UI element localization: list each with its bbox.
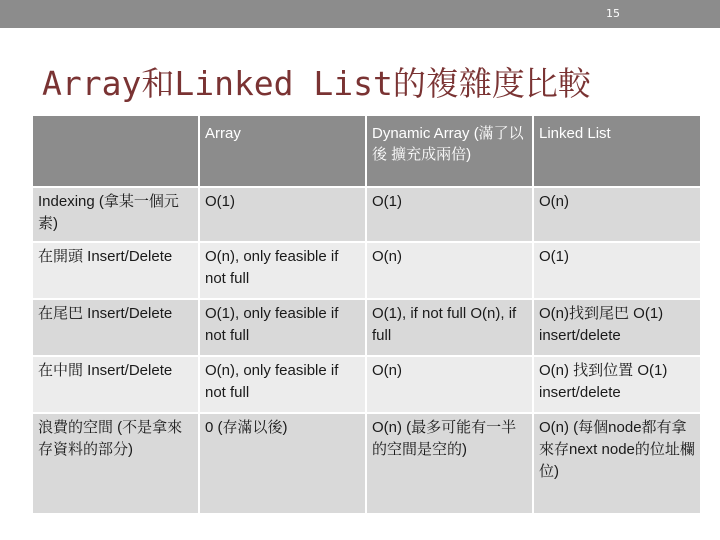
header-cell-array: Array [199,115,366,187]
header-cell-linked-list: Linked List [533,115,701,187]
array-cell: O(n), only feasible if not full [199,242,366,299]
linked-list-cell: O(n) [533,187,701,242]
linked-list-cell: O(n)找到尾巴 O(1) insert/delete [533,299,701,356]
top-bar [0,0,720,28]
dynamic-array-cell: O(n) [366,356,533,413]
array-cell: O(1), only feasible if not full [199,299,366,356]
row-label-cell: 在中間 Insert/Delete [32,356,199,413]
array-cell: O(1) [199,187,366,242]
table-row [32,242,701,299]
page-title: Array和Linked List的複雜度比較 [42,64,591,103]
linked-list-cell: O(n) (每個node都有拿來存next node的位址欄位) [533,413,701,514]
array-cell: 0 (存滿以後) [199,413,366,514]
table-row [32,413,701,514]
table-row [32,299,701,356]
page-number: 15 [606,7,620,20]
table-row [32,187,701,242]
header-cell-corner [32,115,199,187]
row-label-cell: 在開頭 Insert/Delete [32,242,199,299]
row-label-cell: Indexing (拿某一個元素) [32,187,199,242]
dynamic-array-cell: O(n) (最多可能有一半的空間是空的) [366,413,533,514]
array-cell: O(n), only feasible if not full [199,356,366,413]
linked-list-cell: O(1) [533,242,701,299]
dynamic-array-cell: O(n) [366,242,533,299]
dynamic-array-cell: O(1), if not full O(n), if full [366,299,533,356]
row-label-cell: 浪費的空間 (不是拿來存資料的部分) [32,413,199,514]
table-row [32,356,701,413]
linked-list-cell: O(n) 找到位置 O(1) insert/delete [533,356,701,413]
comparison-table [31,114,702,515]
header-cell-dynamic-array: Dynamic Array (滿了以後 擴充成兩倍) [366,115,533,187]
table-header-row [32,115,701,187]
dynamic-array-cell: O(1) [366,187,533,242]
row-label-cell: 在尾巴 Insert/Delete [32,299,199,356]
